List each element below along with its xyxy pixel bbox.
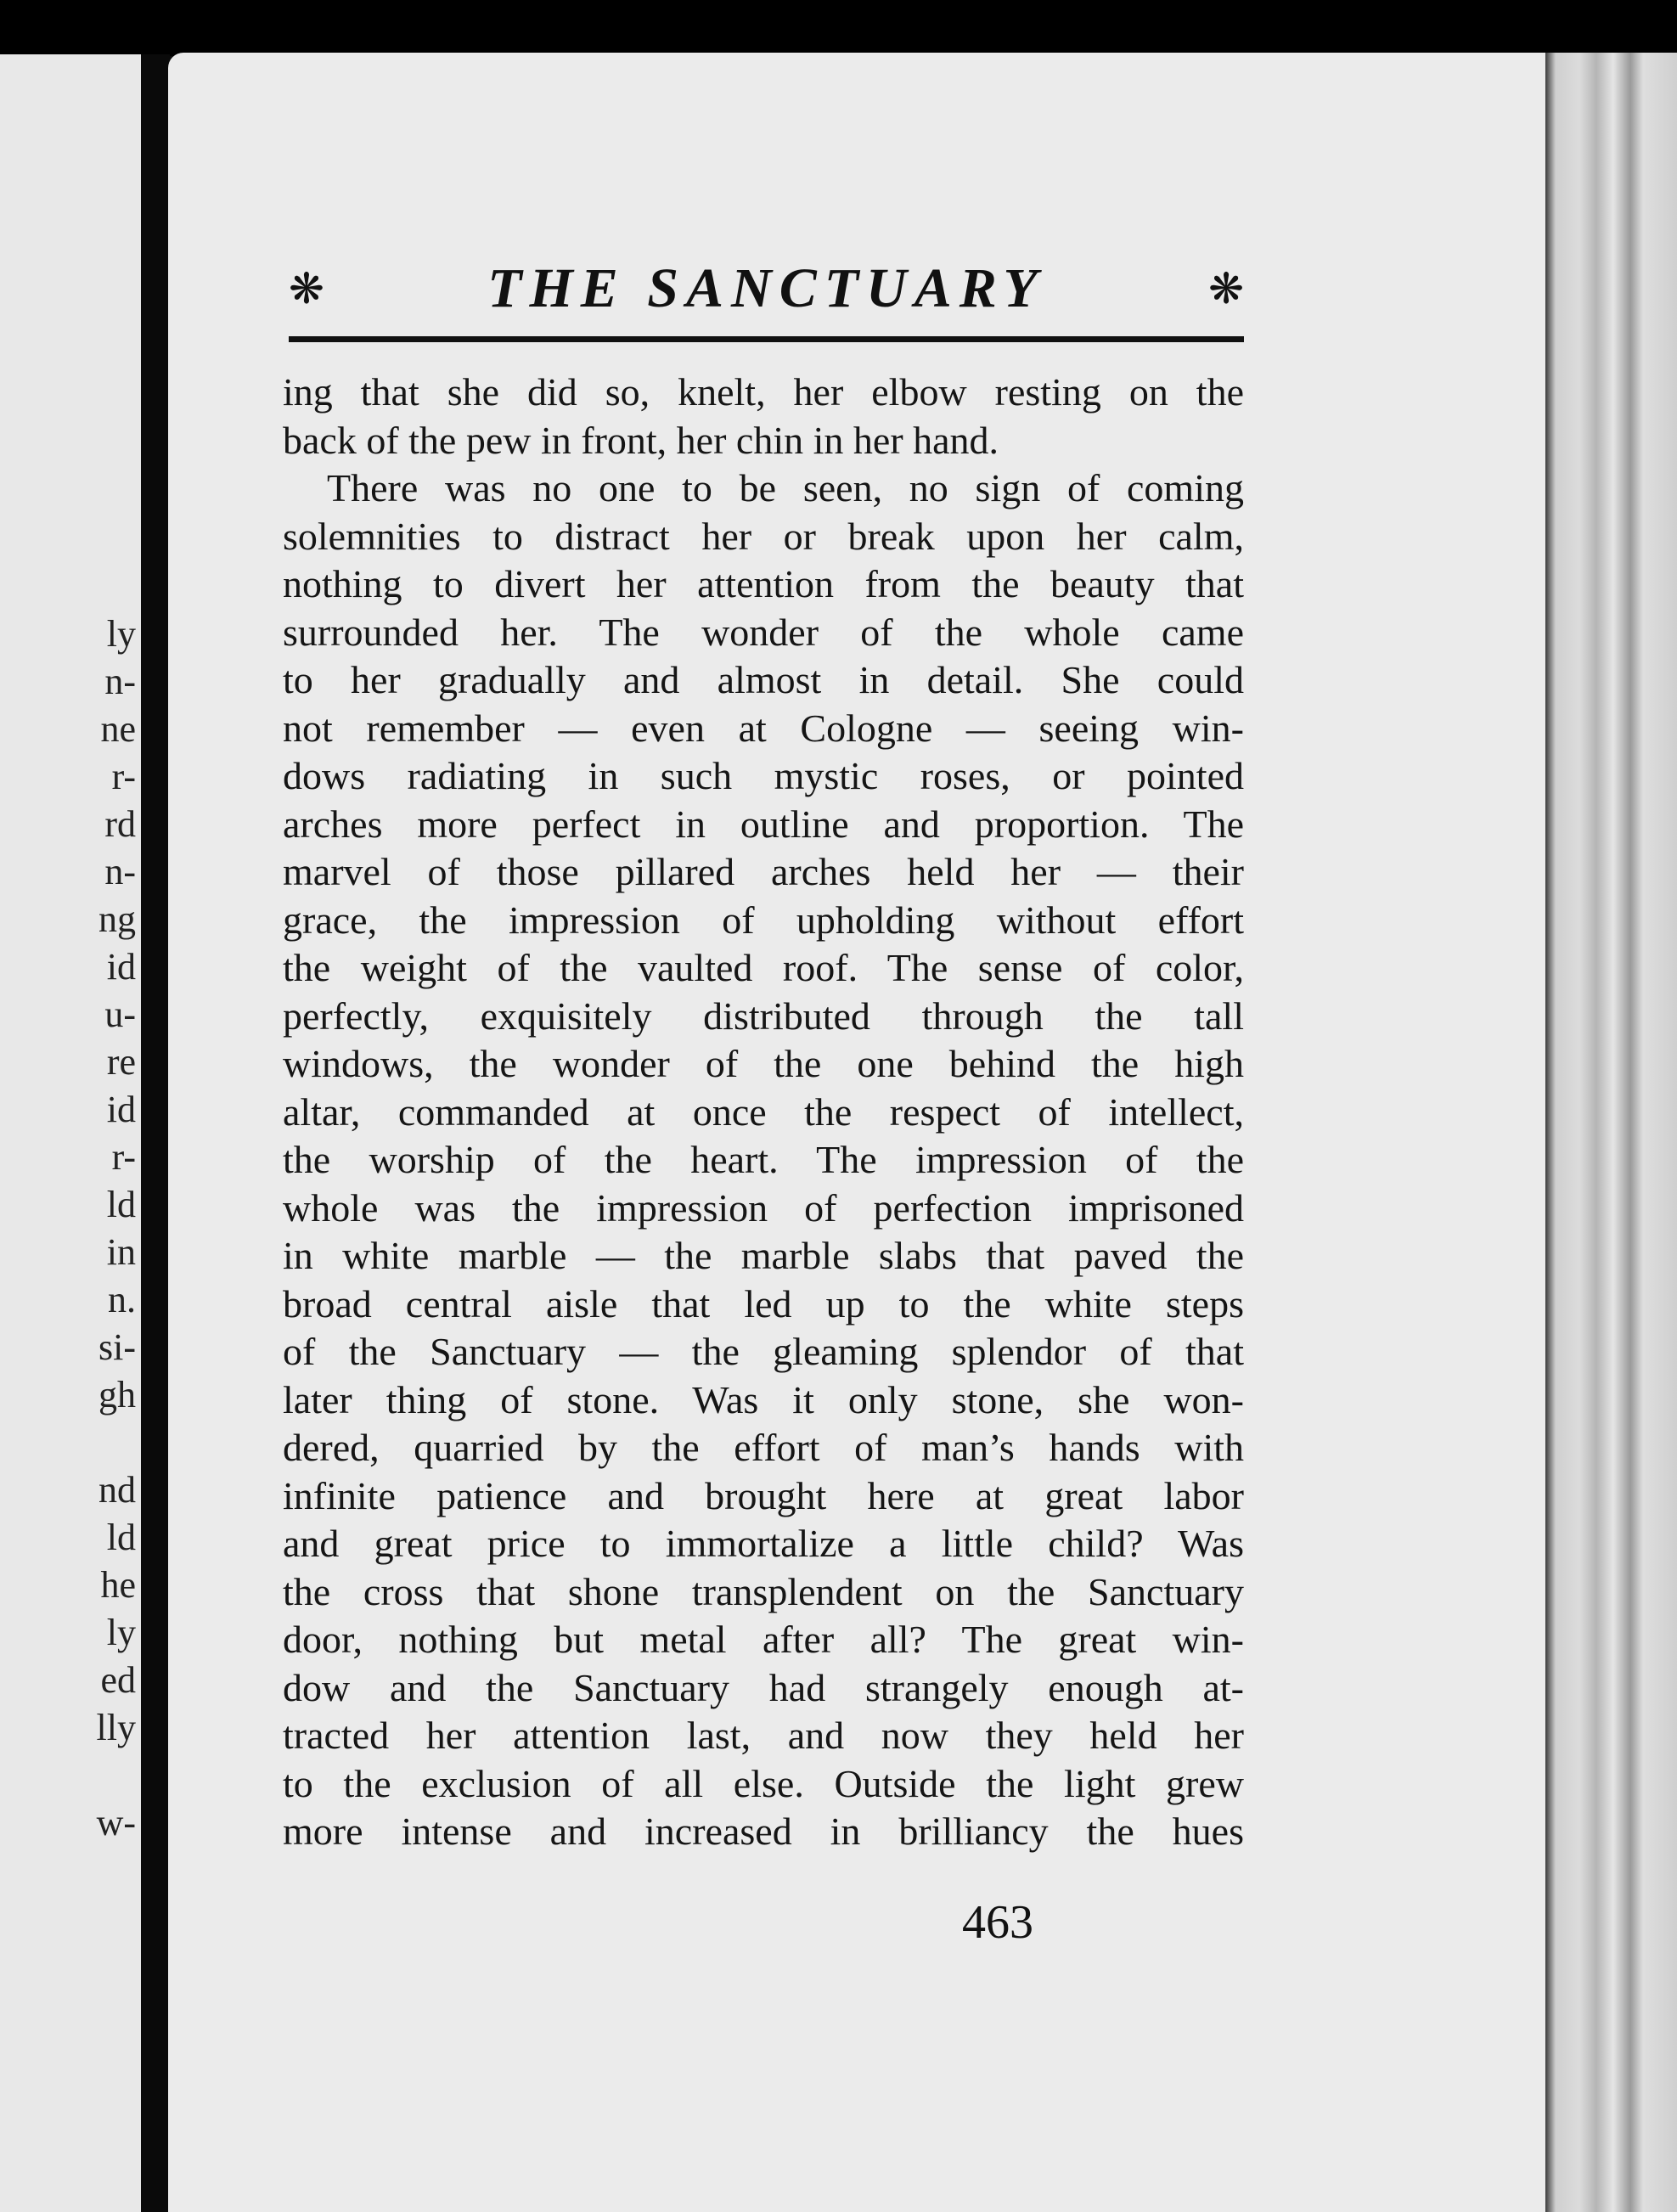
text-line: in white marble — the marble slabs that paved the <box>283 1234 1244 1277</box>
text-line: door, nothing but metal after all? The great win- <box>283 1618 1244 1661</box>
scan-top-border <box>0 0 1677 56</box>
text-line: the weight of the vaulted roof. The sense of color, <box>283 946 1244 989</box>
text-line: dow and the Sanctuary had strangely enough at- <box>283 1665 1244 1709</box>
text-line: grace, the impression of upholding without effort <box>283 898 1244 942</box>
facing-fragment: ly <box>106 1612 136 1653</box>
text-line: marvel of those pillared arches held her — their <box>283 850 1244 893</box>
text-line: not remember — even at Cologne — seeing win- <box>283 706 1244 750</box>
facing-fragment: ld <box>106 1184 136 1225</box>
text-line: nothing to divert her attention from the beauty that <box>283 562 1244 605</box>
header-rule <box>289 336 1244 342</box>
text-line: There was no one to be seen, no sign of coming <box>327 466 1244 509</box>
facing-fragment: ne <box>100 708 136 750</box>
text-line: windows, the wonder of the one behind the high <box>283 1042 1244 1085</box>
text-line: the worship of the heart. The impression of the <box>283 1138 1244 1181</box>
facing-page-edge <box>0 54 141 2212</box>
text-line: whole was the impression of perfection imprisoned <box>283 1185 1244 1230</box>
text-line: arches more perfect in outline and proportion. The <box>283 802 1244 846</box>
text-line: broad central aisle that led up to the white steps <box>283 1281 1244 1326</box>
facing-fragment: si- <box>98 1326 136 1368</box>
facing-fragment: ed <box>100 1659 136 1701</box>
facing-fragment: re <box>106 1041 136 1083</box>
text-line: ing that she did so, knelt, her elbow resting on the <box>283 370 1244 414</box>
page-edges <box>1545 53 1677 2212</box>
text-line: solemnities to distract her or break upon her calm, <box>283 514 1244 558</box>
text-line: the cross that shone transplendent on the Sanctuary <box>283 1569 1244 1613</box>
facing-fragment: rd <box>104 803 136 845</box>
facing-fragment: in <box>106 1231 136 1273</box>
text-line: altar, commanded at once the respect of intellect, <box>283 1089 1244 1134</box>
text-line: infinite patience and brought here at great labor <box>283 1473 1244 1517</box>
facing-fragment: ld <box>106 1517 136 1558</box>
text-line: perfectly, exquisitely distributed through the tall <box>283 993 1244 1038</box>
text-line: back of the pew in front, her chin in her hand. <box>283 418 999 462</box>
facing-fragment: he <box>100 1564 136 1606</box>
facing-fragment: ng <box>98 898 136 940</box>
facing-fragment: nd <box>98 1469 136 1511</box>
body-text <box>283 369 1244 1856</box>
facing-fragment: gh <box>98 1374 136 1416</box>
text-line: and great price to immortalize a little child? Was <box>283 1522 1244 1565</box>
facing-fragment: n- <box>104 851 136 892</box>
text-line: to her gradually and almost in detail. She could <box>283 658 1244 701</box>
text-line: dered, quarried by the effort of man’s hands with <box>283 1426 1244 1469</box>
text-line: more intense and increased in brilliancy the hues <box>283 1810 1244 1853</box>
facing-fragment: n- <box>104 661 136 702</box>
text-line: of the Sanctuary — the gleaming splendor of that <box>283 1330 1244 1373</box>
facing-fragment: ly <box>106 613 136 655</box>
text-line: dows radiating in such mystic roses, or pointed <box>283 754 1244 797</box>
fleuron-icon: ❋ <box>1208 264 1244 313</box>
fleuron-icon: ❋ <box>289 264 324 313</box>
facing-fragment: r- <box>111 756 136 797</box>
text-line: later thing of stone. Was it only stone, she won- <box>283 1377 1244 1421</box>
facing-fragment: id <box>106 946 136 988</box>
facing-fragment: w- <box>96 1802 136 1843</box>
page-number: 463 <box>962 1896 1033 1949</box>
facing-fragment: id <box>106 1089 136 1130</box>
text-line: surrounded her. The wonder of the whole came <box>283 610 1244 654</box>
facing-fragment: r- <box>111 1136 136 1178</box>
facing-fragment: u- <box>104 993 136 1035</box>
running-header <box>289 255 1244 323</box>
text-line: to the exclusion of all else. Outside the light grew <box>283 1761 1244 1805</box>
facing-fragment: lly <box>96 1707 136 1748</box>
facing-fragment: n. <box>108 1279 136 1320</box>
running-title: THE SANCTUARY <box>487 257 1045 319</box>
book-gutter <box>141 54 170 2212</box>
text-line: tracted her attention last, and now they held her <box>283 1714 1244 1757</box>
